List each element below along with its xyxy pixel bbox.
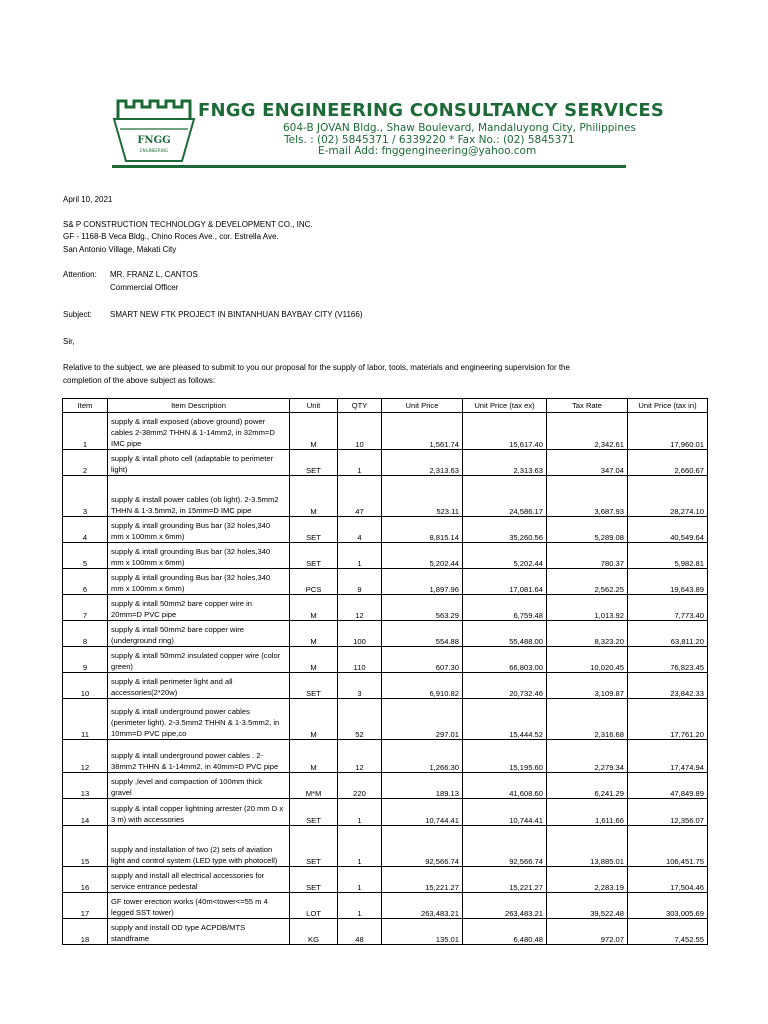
company-logo [112, 95, 196, 169]
cell-unit-price: 1,897.96 [382, 569, 463, 595]
description-line: 3 m) with accessories [111, 815, 185, 824]
cell-description [108, 773, 290, 799]
recipient-address-2: San Antonio Village, Makati City [63, 245, 177, 254]
table-row [63, 826, 708, 867]
description-line: THHN & 1-3.5mm2, in 15mm=D IMC pipe [111, 506, 252, 515]
cell-item: 15 [63, 826, 108, 867]
body-line-1: Relative to the subject, we are pleased to submit to you our proposal for the supply of labor, tools, materials and engineering supervision for the [63, 363, 570, 372]
header-item: Item [63, 399, 108, 413]
cell-qty: 12 [338, 595, 382, 621]
cell-unit: KG [290, 919, 338, 945]
cell-unit-price-tax-ex: 6,759.48 [463, 595, 547, 621]
table-row [63, 699, 708, 740]
cell-description [108, 919, 290, 945]
cell-tax-rate: 5,289.08 [547, 517, 628, 543]
cell-tax-rate: 13,885.01 [547, 826, 628, 867]
cell-qty: 1 [338, 826, 382, 867]
logo-subtext: ENGINEERING [140, 148, 168, 153]
cell-item: 11 [63, 699, 108, 740]
cell-tax-rate: 39,522.48 [547, 893, 628, 919]
cell-unit-price: 6,910.82 [382, 673, 463, 699]
header-unit-price-tax-in: Unit Price (tax in) [628, 399, 708, 413]
cell-unit-price-tax-in: 17,474.94 [628, 740, 708, 773]
cell-item: 10 [63, 673, 108, 699]
cell-item: 9 [63, 647, 108, 673]
cell-unit: LOT [290, 893, 338, 919]
cell-unit-price-tax-in: 5,982.81 [628, 543, 708, 569]
cell-unit-price-tax-ex: 17,081.64 [463, 569, 547, 595]
body-line-2: completion of the above subject as follows: [63, 376, 216, 385]
description-line: light and control system (LED type with photocell) [111, 856, 278, 865]
description-line: supply & intall exposed (above ground) power [111, 417, 266, 426]
description-line: mm x 100mm x 6mm) [111, 584, 185, 593]
table-header-row [63, 399, 708, 413]
header-tax-rate: Tax Rate [547, 399, 628, 413]
cell-qty: 52 [338, 699, 382, 740]
description-line: supply and install OD type ACPDB/MTS [111, 923, 246, 932]
cell-unit-price-tax-ex: 35,260.56 [463, 517, 547, 543]
cell-tax-rate: 1,013.92 [547, 595, 628, 621]
header-unit: Unit [290, 399, 338, 413]
cell-qty: 1 [338, 543, 382, 569]
cell-tax-rate: 347.04 [547, 450, 628, 476]
cell-item: 6 [63, 569, 108, 595]
cell-unit: M [290, 647, 338, 673]
description-line: supply & intall 50mm2 bare copper wire [111, 625, 244, 634]
cell-unit: M [290, 699, 338, 740]
description-line: supply & intall underground power cables . 2- [111, 751, 263, 760]
cell-unit: M [290, 413, 338, 450]
cell-unit-price-tax-ex: 15,444.52 [463, 699, 547, 740]
description-line: cables 2-38mm2 THHN & 1-14mm2, in 32mm=D [111, 428, 275, 437]
cell-item: 2 [63, 450, 108, 476]
cell-item: 4 [63, 517, 108, 543]
cell-qty: 220 [338, 773, 382, 799]
cell-unit-price: 189.13 [382, 773, 463, 799]
cell-unit: SET [290, 543, 338, 569]
description-line: supply and installation of two (2) sets of aviation [111, 845, 273, 854]
table-row [63, 543, 708, 569]
cell-unit-price: 2,313.63 [382, 450, 463, 476]
description-line: (perimeter light). 2-3.5mm2 THHN & 1-3.5mm2, in [111, 718, 280, 727]
cell-description [108, 543, 290, 569]
cell-unit-price: 92,566.74 [382, 826, 463, 867]
cell-description [108, 799, 290, 826]
description-line: accessories(2*20w) [111, 688, 178, 697]
table-row [63, 867, 708, 893]
description-line: supply & intall grounding Bus bar (32 holes,340 [111, 547, 271, 556]
letterhead-rule [112, 165, 626, 168]
cell-description [108, 893, 290, 919]
cell-unit-price: 8,815.14 [382, 517, 463, 543]
table-row [63, 595, 708, 621]
table-body [63, 413, 708, 945]
cell-qty: 110 [338, 647, 382, 673]
cell-unit-price-tax-in: 40,549.64 [628, 517, 708, 543]
cell-qty: 3 [338, 673, 382, 699]
letterhead [0, 0, 768, 175]
cell-description [108, 673, 290, 699]
cell-qty: 47 [338, 476, 382, 517]
description-line: light) [111, 465, 128, 474]
cell-unit-price: 297.01 [382, 699, 463, 740]
cell-unit-price: 563.29 [382, 595, 463, 621]
cell-unit-price: 1,266.30 [382, 740, 463, 773]
description-line: (underground ring) [111, 636, 174, 645]
cell-unit: M [290, 621, 338, 647]
cell-unit: SET [290, 450, 338, 476]
cell-qty: 48 [338, 919, 382, 945]
recipient-company: S& P CONSTRUCTION TECHNOLOGY & DEVELOPMENT CO., INC. [63, 220, 313, 229]
cell-unit: SET [290, 867, 338, 893]
cell-qty: 12 [338, 740, 382, 773]
description-line: supply & intall 50mm2 insulated copper wire (color [111, 651, 281, 660]
cell-description [108, 621, 290, 647]
description-line: service entrance pedestal [111, 882, 198, 891]
cell-tax-rate: 2,342.61 [547, 413, 628, 450]
cell-unit-price-tax-ex: 55,488.00 [463, 621, 547, 647]
description-line: 10mm=D PVC pipe,co [111, 729, 187, 738]
cell-unit: M*M [290, 773, 338, 799]
cell-item: 16 [63, 867, 108, 893]
cell-tax-rate: 780.37 [547, 543, 628, 569]
cell-description [108, 740, 290, 773]
cell-unit-price: 15,221.27 [382, 867, 463, 893]
cell-qty: 9 [338, 569, 382, 595]
cell-unit-price-tax-ex: 15,221.27 [463, 867, 547, 893]
cell-unit: M [290, 740, 338, 773]
attention-title: Commercial Officer [110, 283, 179, 292]
description-line: supply & install power cables (ob light). 2-3.5mm2 [111, 495, 279, 504]
table-row [63, 773, 708, 799]
cell-unit-price: 607.30 [382, 647, 463, 673]
table-row [63, 476, 708, 517]
attention-name: MR. FRANZ L. CANTOS [110, 270, 198, 279]
table-row [63, 517, 708, 543]
cell-unit-price-tax-ex: 15,617.40 [463, 413, 547, 450]
cell-tax-rate: 8,323.20 [547, 621, 628, 647]
description-line: GF tower erection works (40m<tower<=55 m 4 [111, 897, 268, 906]
header-unit-price-tax-ex: Unit Price (tax ex) [463, 399, 547, 413]
cell-unit-price: 554.88 [382, 621, 463, 647]
cell-unit-price-tax-ex: 15,195.60 [463, 740, 547, 773]
cell-tax-rate: 10,020.45 [547, 647, 628, 673]
cell-unit-price: 135.01 [382, 919, 463, 945]
cell-unit-price-tax-in: 106,451.75 [628, 826, 708, 867]
cell-tax-rate: 2,283.19 [547, 867, 628, 893]
cell-description [108, 413, 290, 450]
description-line: legged SST tower) [111, 908, 174, 917]
cell-unit-price-tax-ex: 20,732.46 [463, 673, 547, 699]
cell-unit-price-tax-in: 17,960.01 [628, 413, 708, 450]
cell-unit: SET [290, 673, 338, 699]
cell-unit-price-tax-ex: 10,744.41 [463, 799, 547, 826]
cell-unit-price-tax-ex: 263,483.21 [463, 893, 547, 919]
cell-unit-price-tax-in: 303,005.69 [628, 893, 708, 919]
cell-unit-price: 10,744.41 [382, 799, 463, 826]
description-line: gravel [111, 788, 132, 797]
cell-unit: SET [290, 517, 338, 543]
cell-unit-price-tax-in: 17,761.20 [628, 699, 708, 740]
cell-item: 1 [63, 413, 108, 450]
company-phones: Tels. : (02) 5845371 / 6339220 * Fax No.: (02) 5845371 [284, 134, 575, 146]
company-email: E-mail Add: fnggengineering@yahoo.com [318, 145, 537, 157]
description-line: supply & intall 50mm2 bare copper wire in [111, 599, 252, 608]
header-unit-price: Unit Price [382, 399, 463, 413]
cell-description [108, 867, 290, 893]
description-line: standframe [111, 934, 149, 943]
company-name: FNGG ENGINEERING CONSULTANCY SERVICES [198, 100, 664, 121]
cell-unit-price-tax-in: 47,849.89 [628, 773, 708, 799]
cell-item: 8 [63, 621, 108, 647]
table-row [63, 413, 708, 450]
description-line: 20mm=D PVC pipe [111, 610, 177, 619]
cell-unit-price: 523.11 [382, 476, 463, 517]
cell-item: 7 [63, 595, 108, 621]
attention-label: Attention: [63, 270, 97, 279]
cell-unit-price-tax-in: 28,274.10 [628, 476, 708, 517]
cell-unit-price-tax-ex: 66,803.00 [463, 647, 547, 673]
cell-unit: M [290, 595, 338, 621]
cell-unit-price-tax-in: 2,660.67 [628, 450, 708, 476]
logo-text: FNGG [137, 135, 171, 146]
cell-qty: 4 [338, 517, 382, 543]
cell-qty: 1 [338, 867, 382, 893]
cell-description [108, 569, 290, 595]
letter-date: April 10, 2021 [63, 195, 113, 204]
cell-tax-rate: 972.07 [547, 919, 628, 945]
cell-unit-price: 1,561.74 [382, 413, 463, 450]
cell-description [108, 647, 290, 673]
cell-unit-price-tax-in: 7,452.55 [628, 919, 708, 945]
cell-unit-price-tax-in: 19,643.89 [628, 569, 708, 595]
description-line: supply & intall grounding Bus bar (32 holes,340 [111, 521, 271, 530]
description-line: supply & intall copper lightning arrester (20 mm D x [111, 804, 284, 813]
cell-tax-rate: 3,109.87 [547, 673, 628, 699]
table-row [63, 740, 708, 773]
cell-unit-price-tax-ex: 5,202.44 [463, 543, 547, 569]
company-address: 604-B JOVAN Bldg., Shaw Boulevard, Mandaluyong City, Philippines [283, 122, 636, 134]
cell-item: 5 [63, 543, 108, 569]
cell-unit-price-tax-ex: 6,480.48 [463, 919, 547, 945]
cell-unit: SET [290, 826, 338, 867]
subject-label: Subject: [63, 310, 92, 319]
table-row [63, 919, 708, 945]
cell-item: 17 [63, 893, 108, 919]
cell-qty: 1 [338, 450, 382, 476]
table-row [63, 799, 708, 826]
cell-qty: 1 [338, 799, 382, 826]
cell-item: 18 [63, 919, 108, 945]
cell-item: 14 [63, 799, 108, 826]
header-qty: QTY [338, 399, 382, 413]
description-line: supply & intall grounding Bus bar (32 holes,340 [111, 573, 271, 582]
cell-tax-rate: 1,611.66 [547, 799, 628, 826]
description-line: supply and install all electrical accessories for [111, 871, 265, 880]
cell-description [108, 699, 290, 740]
items-table [62, 398, 708, 945]
cell-tax-rate: 2,316.68 [547, 699, 628, 740]
cell-description [108, 826, 290, 867]
description-line: green) [111, 662, 133, 671]
cell-item: 12 [63, 740, 108, 773]
table-row [63, 621, 708, 647]
cell-tax-rate: 2,279.34 [547, 740, 628, 773]
cell-unit-price-tax-in: 63,811.20 [628, 621, 708, 647]
cell-unit-price: 5,202.44 [382, 543, 463, 569]
cell-unit-price-tax-ex: 41,608.60 [463, 773, 547, 799]
salutation: Sir, [63, 337, 75, 346]
table-row [63, 673, 708, 699]
cell-unit: PCS [290, 569, 338, 595]
cell-unit-price-tax-in: 17,504.46 [628, 867, 708, 893]
cell-tax-rate: 6,241.29 [547, 773, 628, 799]
cell-unit-price-tax-ex: 92,566.74 [463, 826, 547, 867]
table-row [63, 450, 708, 476]
description-line: mm x 100mm x 6mm) [111, 532, 185, 541]
description-line: IMC pipe [111, 439, 142, 448]
cell-tax-rate: 2,562.25 [547, 569, 628, 595]
cell-item: 3 [63, 476, 108, 517]
cell-description [108, 476, 290, 517]
table-row [63, 893, 708, 919]
header-description: Item Description [108, 399, 290, 413]
description-line: supply & intall perimeter light and all [111, 677, 233, 686]
description-line: supply ,level and compaction of 100mm thick [111, 777, 263, 786]
table-row [63, 569, 708, 595]
description-line: 38mm2 THHN & 1-14mm2, in 40mm=D PVC pipe [111, 762, 279, 771]
description-line: mm x 100mm x 6mm) [111, 558, 185, 567]
cell-unit-price-tax-in: 76,823.45 [628, 647, 708, 673]
cell-unit-price: 263,483.21 [382, 893, 463, 919]
cell-unit: M [290, 476, 338, 517]
cell-unit-price-tax-ex: 2,313.63 [463, 450, 547, 476]
cell-unit-price-tax-in: 7,773.40 [628, 595, 708, 621]
cell-description [108, 595, 290, 621]
cell-unit-price-tax-in: 23,842.33 [628, 673, 708, 699]
cell-qty: 10 [338, 413, 382, 450]
cell-description [108, 517, 290, 543]
description-line: supply & intall photo cell (adaptable to perimeter [111, 454, 274, 463]
cell-unit-price-tax-ex: 24,586.17 [463, 476, 547, 517]
recipient-address-1: GF - 1168-B Veca Bldg., Chino Roces Ave., cor. Estrella Ave. [63, 232, 279, 241]
table-row [63, 647, 708, 673]
cell-qty: 100 [338, 621, 382, 647]
cell-item: 13 [63, 773, 108, 799]
cell-unit: SET [290, 799, 338, 826]
description-line: supply & intall underground power cables [111, 707, 250, 716]
cell-qty: 1 [338, 893, 382, 919]
cell-tax-rate: 3,687.93 [547, 476, 628, 517]
subject-text: SMART NEW FTK PROJECT IN BINTANHUAN BAYBAY CITY (V1166) [110, 310, 363, 319]
cell-description [108, 450, 290, 476]
cell-unit-price-tax-in: 12,356.07 [628, 799, 708, 826]
